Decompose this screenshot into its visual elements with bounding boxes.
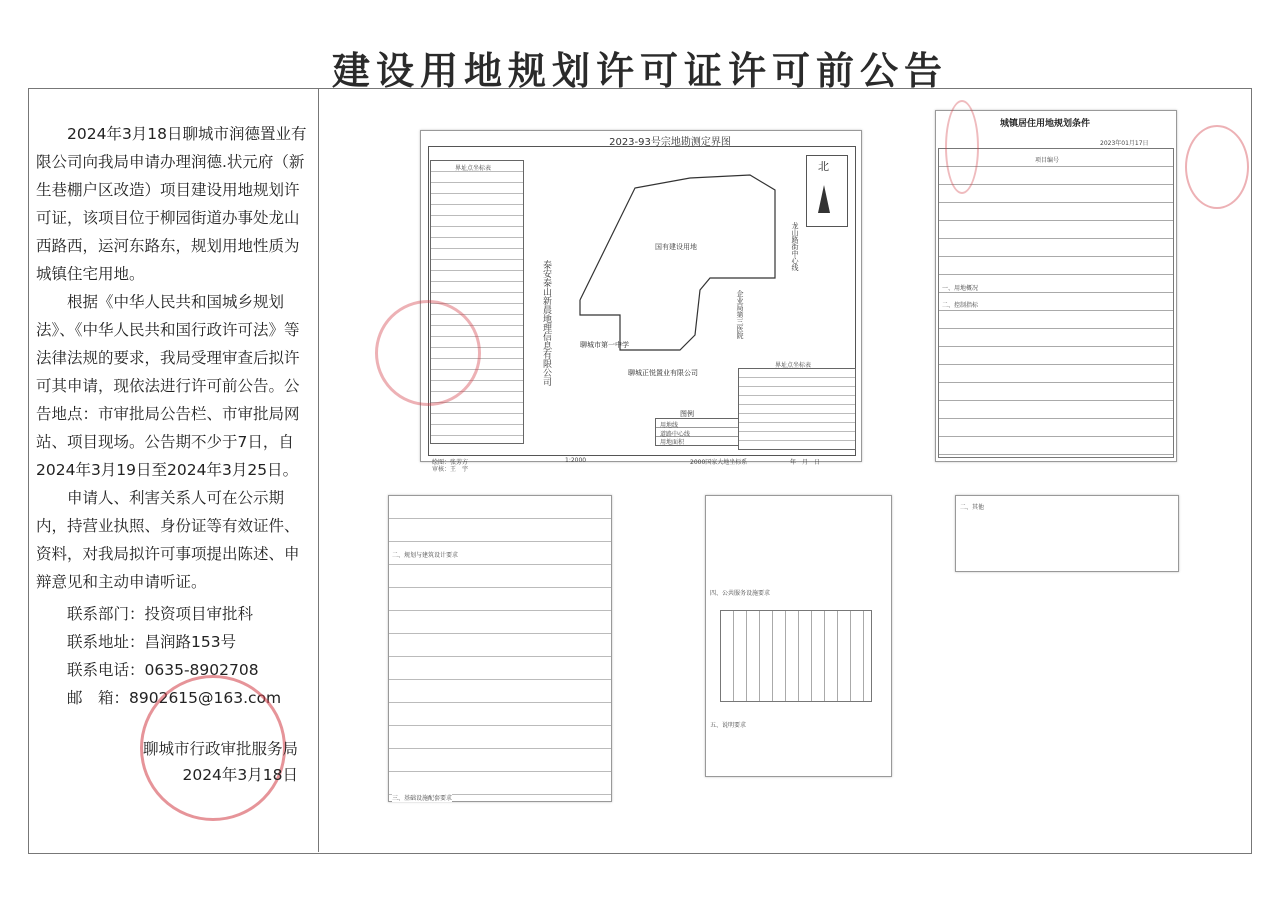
- conditions-date: 2023年01月17日: [1100, 140, 1149, 147]
- contact-dept: 联系部门：投资项目审批科: [67, 605, 254, 623]
- conditions-section-1: 一、用地概况: [942, 285, 979, 292]
- footer-date: 年 月 日: [790, 459, 821, 466]
- school-label: 聊城市第一中学: [580, 341, 629, 349]
- sign-org: 聊城市行政审批服务局: [142, 740, 298, 758]
- scale: 1:2000: [565, 457, 587, 464]
- review-seal: [1185, 125, 1249, 209]
- design-requirements-document: [388, 495, 612, 802]
- contact-phone: 联系电话：0635-8902708: [67, 661, 259, 679]
- facility-table: [720, 610, 872, 702]
- other-requirements-document: [955, 495, 1179, 572]
- page-title: 建设用地规划许可证许可前公告: [331, 49, 948, 93]
- notice-paragraph-3: 申请人、利害关系人可在公示期内，持营业执照、身份证等有效证件、资料，对我局拟许可事项提出陈述、申辩意见和主动申请听证。: [36, 489, 300, 591]
- hospital-label: 企业局第三医院: [736, 290, 744, 339]
- doc-section-e: 五、说明要求: [710, 722, 747, 729]
- plan-title: 2023-93号宗地勘测定界图: [609, 137, 731, 148]
- coord-system: 2000国家大地坐标系: [690, 459, 748, 466]
- land-label: 国有建设用地: [655, 243, 697, 251]
- road-label: 龙山路街中心线: [791, 222, 799, 271]
- coord-table-2-header: 界址点坐标表: [775, 362, 812, 369]
- conditions-section-2: 二、控制指标: [942, 302, 979, 309]
- doc-section-other: 二、其他: [960, 504, 985, 511]
- drawer: 绘图：张芳方: [432, 459, 469, 466]
- contact-address: 联系地址：昌润路153号: [67, 633, 237, 651]
- notice-body: [36, 120, 312, 712]
- doc-section-b: 二、规划与建筑设计要求: [392, 552, 459, 559]
- signature-block: [36, 736, 298, 788]
- legend-1: 用地线: [660, 422, 679, 429]
- north-label: 北: [818, 160, 829, 173]
- company-seal: [375, 300, 481, 406]
- conditions-code-label: 项目编号: [1035, 157, 1060, 164]
- company-label: 聊城正悦置业有限公司: [628, 369, 698, 377]
- doc-section-c: 三、基础设施配套要求: [392, 795, 453, 802]
- notice-paragraph-1: 2024年3月18日聊城市润德置业有限公司向我局申请办理润德.状元府（新生巷棚户区改造）项目建设用地规划许可证，该项目位于柳园街道办事处龙山西路西，运河东路东，规划用地性质为城镇住宅用地。: [36, 125, 307, 283]
- notice-paragraph-2: 根据《中华人民共和国城乡规划法》、《中华人民共和国行政许可法》等法律法规的要求，我局受理审查后拟许可其申请，现依法进行许可前公告。公告地点：市审批局公告栏、市审批局网站、项目现场。公告期不少于7日，自2024年3月19日至2024年3月25日。: [36, 293, 300, 479]
- doc-section-d: 四、公共服务设施要求: [710, 590, 771, 597]
- sign-date: 2024年3月18日: [182, 766, 298, 784]
- coord-table-2: [738, 368, 856, 450]
- checker: 审核：王 宇: [432, 466, 469, 473]
- legend-2: 道路中心线: [660, 431, 691, 438]
- legend-title: 图例: [680, 410, 694, 418]
- contact-email: 邮 箱：8902615@163.com: [67, 689, 282, 707]
- legend-3: 用地面积: [660, 439, 685, 446]
- north-arrow-icon: [818, 185, 830, 213]
- side-label: 泰安泰山新晨地理信息有限公司: [541, 260, 551, 386]
- page-seal: [945, 100, 979, 194]
- conditions-title: 城镇居住用地规划条件: [1000, 119, 1091, 129]
- coord-table-1-header: 界址点坐标表: [455, 165, 492, 172]
